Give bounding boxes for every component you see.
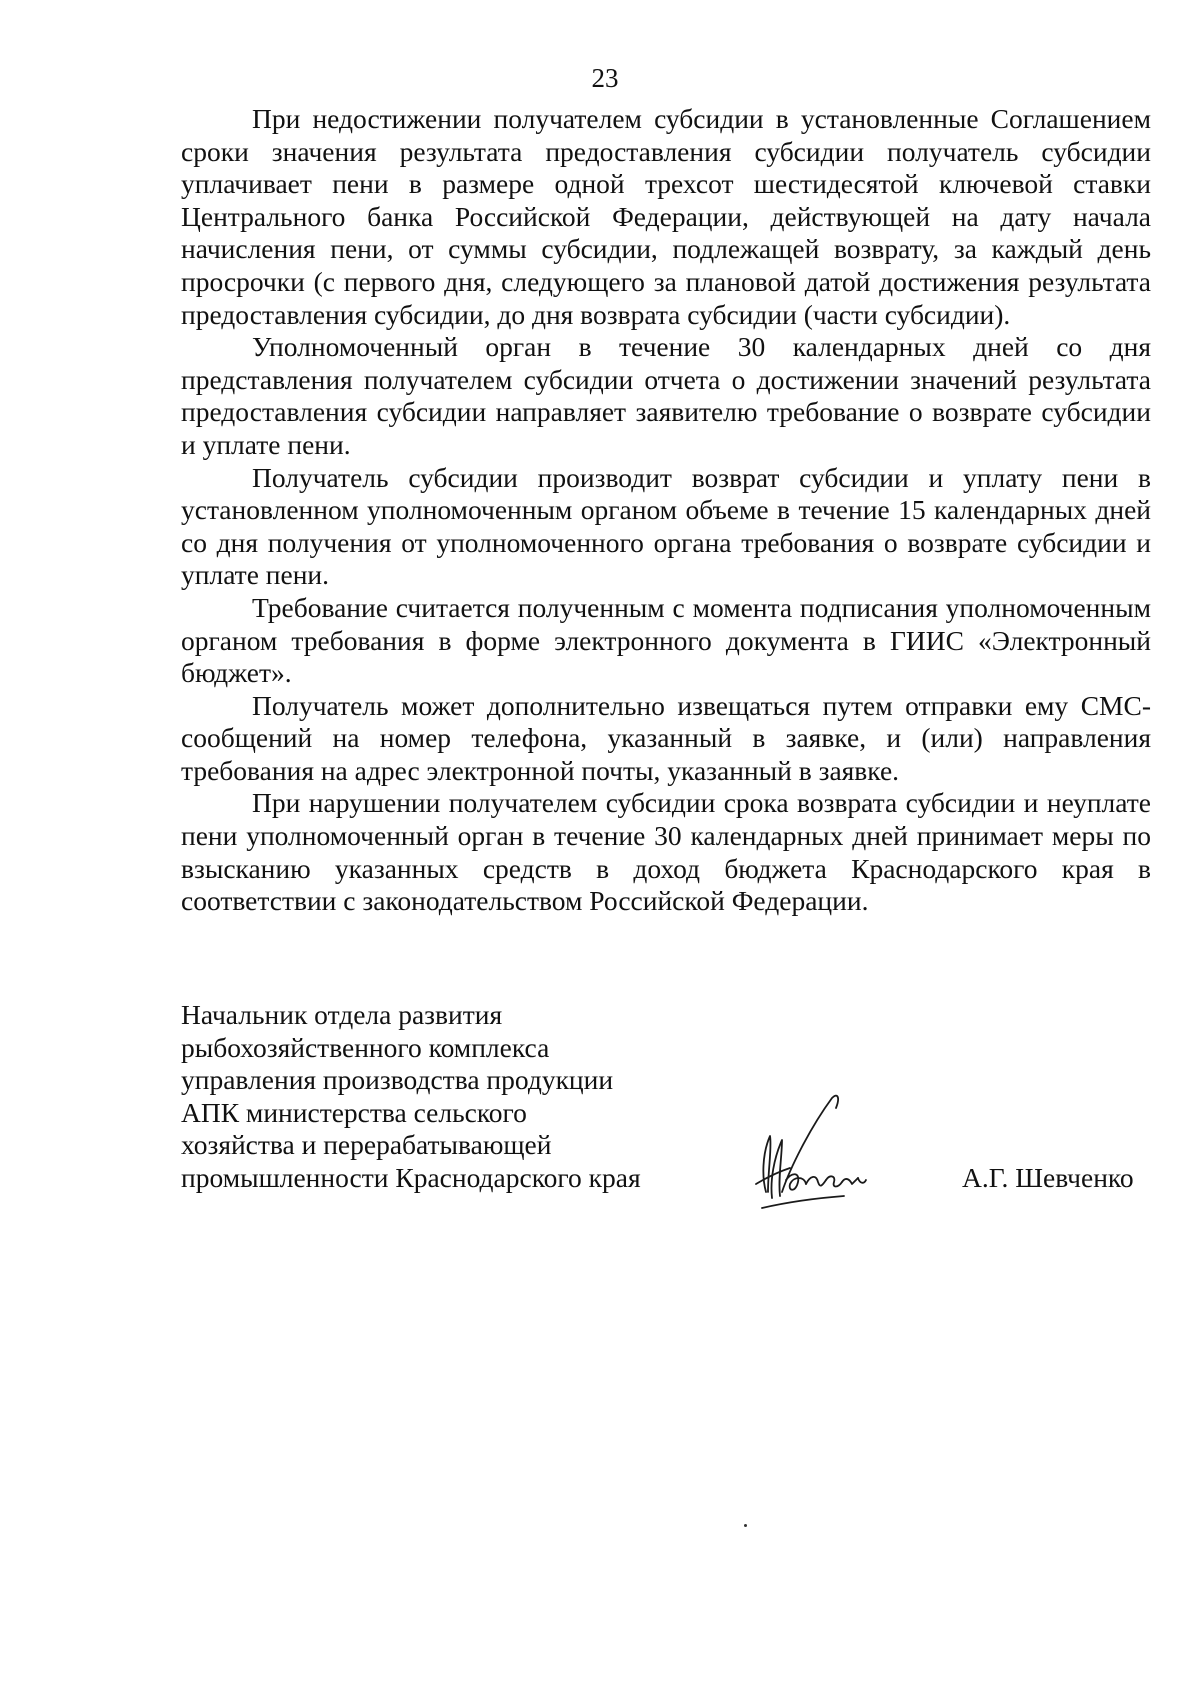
signatory-position-line: рыбохозяйственного комплекса <box>181 1031 550 1063</box>
paragraph: Требование считается полученным с момента подписания уполномоченным органом требования в форме электронного документа в ГИИС «Электронный бюджет». <box>181 591 1151 689</box>
signatory-position-line: управления производства продукции <box>181 1064 614 1096</box>
scan-artifact-dot <box>744 1524 747 1527</box>
signatory-position-line: хозяйства и перерабатывающей <box>181 1129 552 1161</box>
signatory-position-line: Начальник отдела развития <box>181 999 503 1030</box>
paragraph: При нарушении получателем субсидии срока возврата субсидии и неуплате пени уполномоченный орган в течение 30 календарных дней принимает меры по взысканию указанных средств в доход бюджета Краснодарского края в соответствии с законодательством Российской Федерации. <box>181 787 1151 917</box>
paragraph: Получатель может дополнительно извещаться путем отправки ему СМС-сообщений на номер телефона, указанный в заявке, и (или) направления требования на адрес электронной почты, указанный в заявке. <box>181 689 1151 786</box>
signatory-position-line: АПК министерства сельского <box>181 1096 527 1128</box>
paragraph: Получатель субсидии производит возврат субсидии и уплату пени в установленном уполномоченным органом объеме в течение 15 календарных дней со дня получения от уполномоченного органа требования о возврате субсидии и уплате пени. <box>181 461 1151 591</box>
page-number: 23 <box>591 63 619 93</box>
signatory-position <box>181 999 681 1195</box>
paragraph: При недостижении получателем субсидии в установленные Соглашением сроки значения результата предоставления субсидии получатель субсидии уплачивает пени в размере одной трехсот шестидесятой ключевой ставки Центрального банка Российской Федерации, действующей на дату начала начисления пени, от суммы субсидии, подлежащей возврату, за каждый день просрочки (с первого дня, следующего за плановой датой достижения результата предоставления субсидии, до дня возврата субсидии (части субсидии). <box>181 103 1151 330</box>
paragraph: Уполномоченный орган в течение 30 календарных дней со дня представления получателем субсидии отчета о достижении значений результата предоставления субсидии направляет заявителю требование о возврате субсидии и уплате пени. <box>181 331 1151 460</box>
document-body <box>181 103 1151 918</box>
signatory-name: А.Г. Шевченко <box>962 1162 1134 1193</box>
signatory-position-line: промышленности Краснодарского края <box>181 1161 641 1193</box>
handwritten-signature <box>748 1088 898 1220</box>
